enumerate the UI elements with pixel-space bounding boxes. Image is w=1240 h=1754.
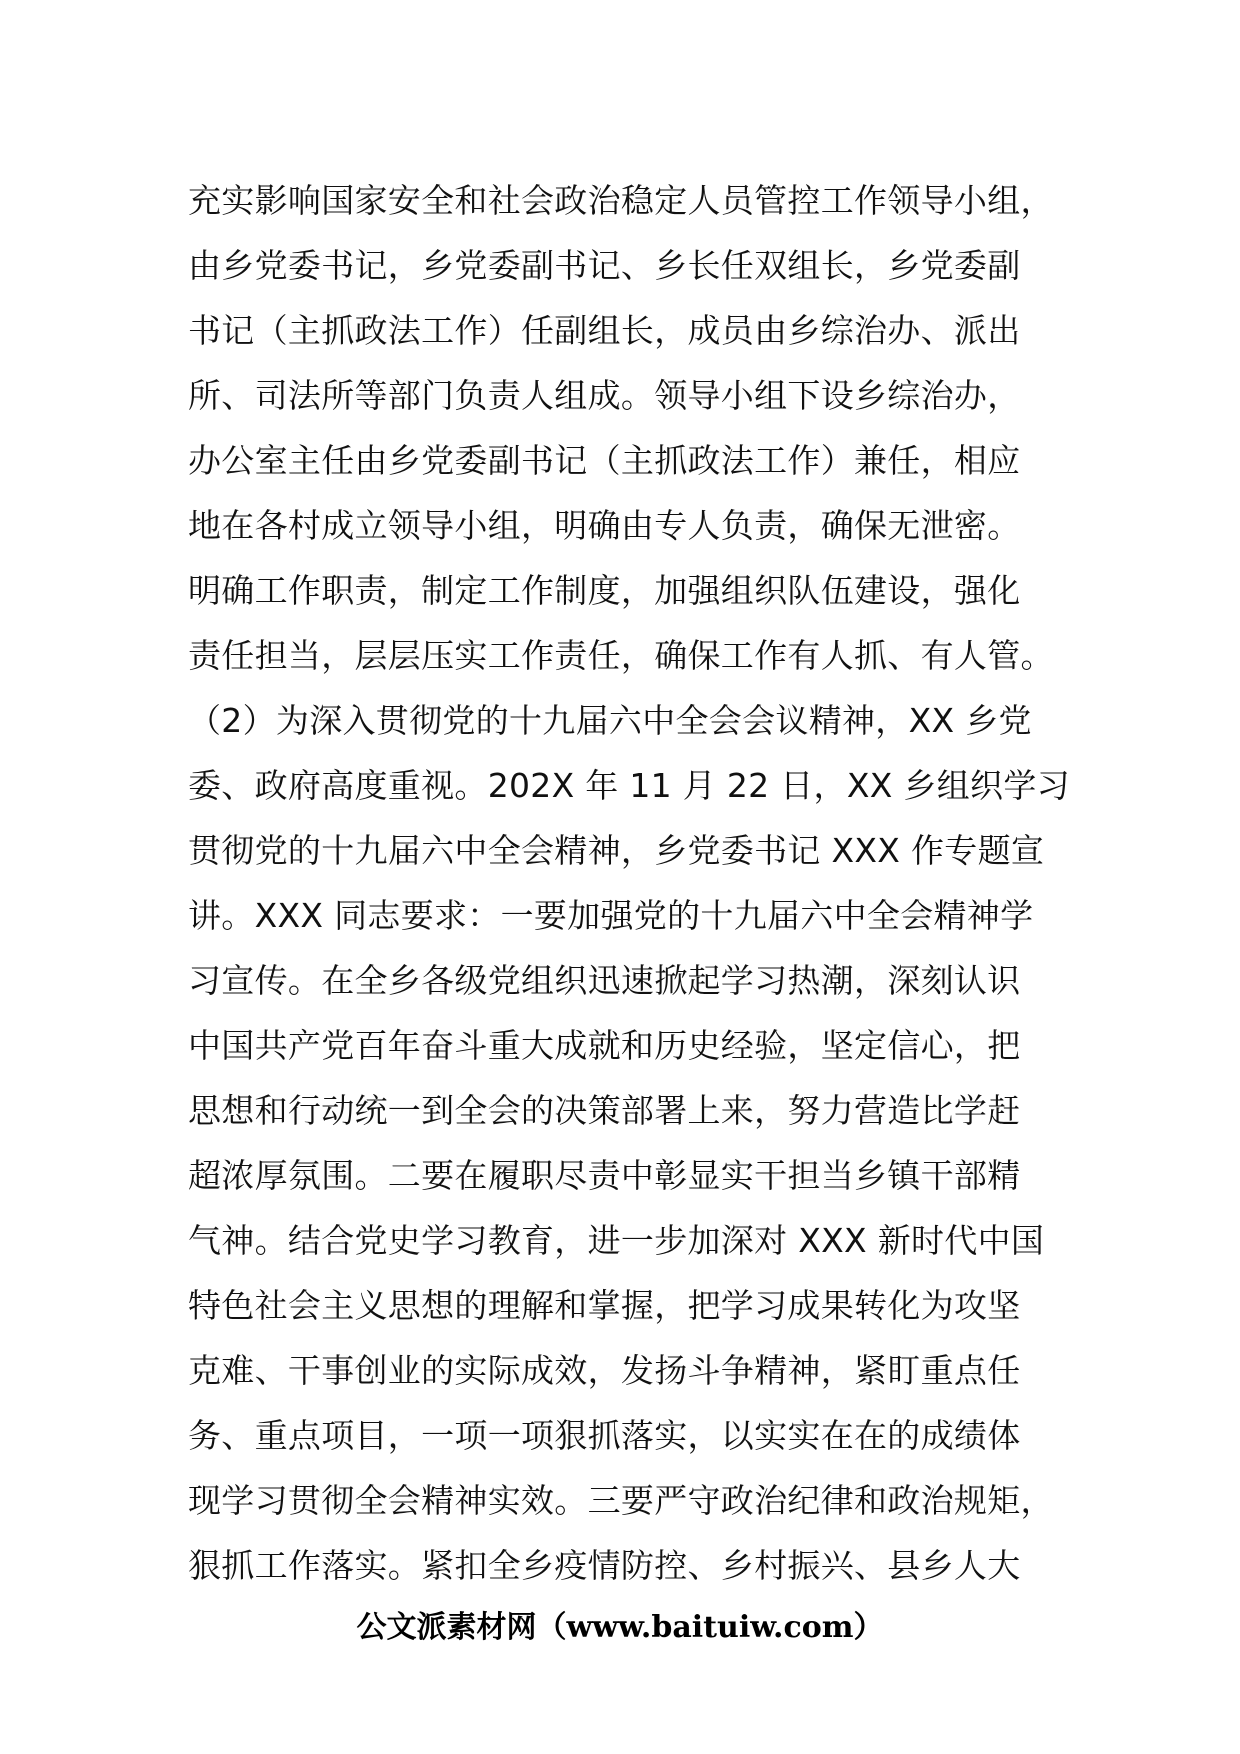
text-line: 现学习贯彻全会精神实效。三要严守政治纪律和政治规矩， (188, 1481, 1054, 1520)
text-line: 特色社会主义思想的理解和掌握，把学习成果转化为攻坚 (188, 1286, 1021, 1325)
text-line: 由乡党委书记，乡党委副书记、乡长任双组长，乡党委副 (188, 246, 1021, 285)
text-line: 书记（主抓政法工作）任副组长，成员由乡综治办、派出 (188, 311, 1021, 350)
text-line: 办公室主任由乡党委副书记（主抓政法工作）兼任，相应 (188, 441, 1021, 480)
text-line: 地在各村成立领导小组，明确由专人负责，确保无泄密。 (188, 506, 1021, 545)
text-line: 贯彻党的十九届六中全会精神，乡党委书记 XXX 作专题宣 (188, 831, 1045, 870)
text-line: 委、政府高度重视。202X 年 11 月 22 日，XX 乡组织学习 (188, 766, 1070, 805)
text-line: 明确工作职责，制定工作制度，加强组织队伍建设，强化 (188, 571, 1021, 610)
text-line: 狠抓工作落实。紧扣全乡疫情防控、乡村振兴、县乡人大 (188, 1546, 1021, 1585)
text-line: 讲。XXX 同志要求：一要加强党的十九届六中全会精神学 (188, 896, 1034, 935)
text-line: 思想和行动统一到全会的决策部署上来，努力营造比学赶 (188, 1091, 1021, 1130)
text-line: 充实影响国家安全和社会政治稳定人员管控工作领导小组， (188, 181, 1054, 220)
document-body (188, 168, 1068, 1598)
text-line: 气神。结合党史学习教育，进一步加深对 XXX 新时代中国 (188, 1221, 1045, 1260)
text-line: 所、司法所等部门负责人组成。领导小组下设乡综治办， (188, 376, 1021, 415)
footer-watermark: 公文派素材网（www.baituiw.com） (356, 1610, 884, 1645)
text-line: 习宣传。在全乡各级党组织迅速掀起学习热潮，深刻认识 (188, 961, 1021, 1000)
text-line: 责任担当，层层压实工作责任，确保工作有人抓、有人管。 (188, 636, 1054, 675)
text-line: 克难、干事创业的实际成效，发扬斗争精神，紧盯重点任 (188, 1351, 1021, 1390)
text-line: 超浓厚氛围。二要在履职尽责中彰显实干担当乡镇干部精 (188, 1156, 1021, 1195)
text-line: （2）为深入贯彻党的十九届六中全会会议精神，XX 乡党 (188, 701, 1032, 740)
text-line: 中国共产党百年奋斗重大成就和历史经验，坚定信心，把 (188, 1026, 1021, 1065)
text-line: 务、重点项目，一项一项狠抓落实，以实实在在的成绩体 (188, 1416, 1021, 1455)
